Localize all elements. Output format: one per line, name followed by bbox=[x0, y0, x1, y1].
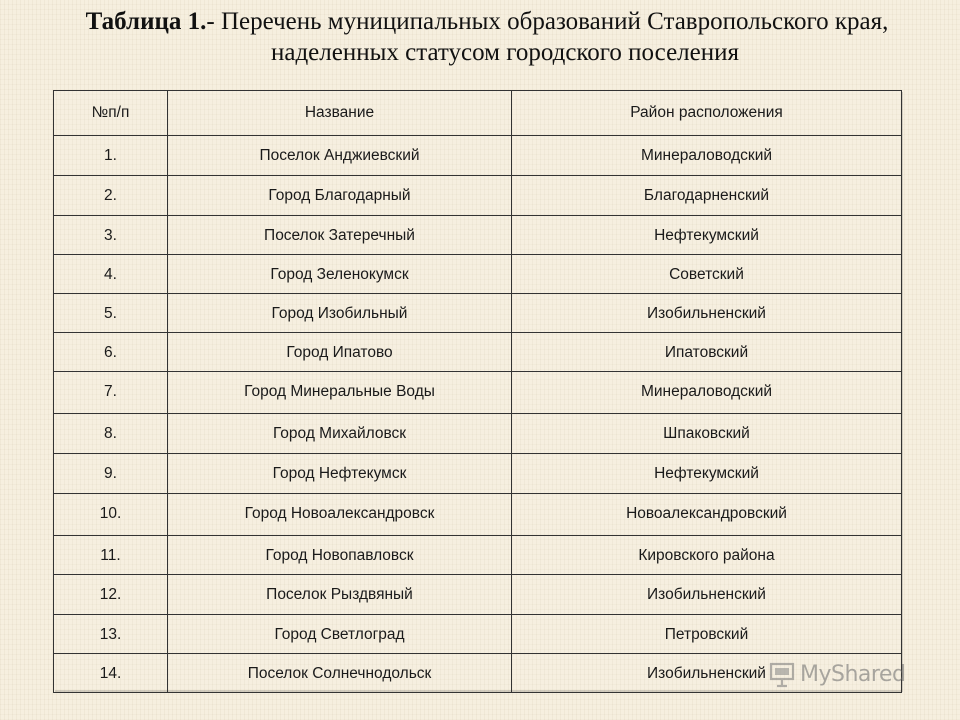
cell-district: Кировского района bbox=[512, 536, 902, 575]
cell-name: Город Новоалександровск bbox=[168, 494, 512, 536]
cell-district: Шпаковский bbox=[512, 414, 902, 454]
cell-number: 7. bbox=[54, 372, 168, 414]
table-row bbox=[54, 454, 902, 494]
table-header-row bbox=[54, 91, 902, 136]
cell-district: Новоалександровский bbox=[512, 494, 902, 536]
header-district: Район расположения bbox=[512, 91, 902, 136]
table-row bbox=[54, 615, 902, 654]
municipalities-table bbox=[53, 90, 902, 693]
cell-name: Город Светлоград bbox=[168, 615, 512, 654]
title-text: - Перечень муниципальных образований Ставропольского края, bbox=[206, 8, 889, 35]
cell-number: 2. bbox=[54, 176, 168, 216]
cell-district: Изобильненский bbox=[512, 575, 902, 615]
presentation-board-icon bbox=[768, 660, 796, 688]
cell-number: 14. bbox=[54, 654, 168, 693]
title-line-2: наделенных статусом городского поселения bbox=[270, 39, 740, 66]
watermark bbox=[768, 656, 938, 692]
cell-name: Город Благодарный bbox=[168, 176, 512, 216]
municipalities-table-container bbox=[53, 90, 901, 690]
cell-district: Нефтекумский bbox=[512, 454, 902, 494]
table-row bbox=[54, 255, 902, 294]
cell-number: 10. bbox=[54, 494, 168, 536]
cell-name: Город Зеленокумск bbox=[168, 255, 512, 294]
table-row bbox=[54, 136, 902, 176]
cell-number: 9. bbox=[54, 454, 168, 494]
cell-name: Поселок Солнечнодольск bbox=[168, 654, 512, 693]
table-row bbox=[54, 372, 902, 414]
cell-number: 4. bbox=[54, 255, 168, 294]
cell-name: Город Михайловск bbox=[168, 414, 512, 454]
cell-number: 13. bbox=[54, 615, 168, 654]
cell-name: Поселок Анджиевский bbox=[168, 136, 512, 176]
cell-district: Благодарненский bbox=[512, 176, 902, 216]
table-row bbox=[54, 494, 902, 536]
cell-name: Поселок Затеречный bbox=[168, 216, 512, 255]
cell-number: 11. bbox=[54, 536, 168, 575]
cell-number: 1. bbox=[54, 136, 168, 176]
cell-name: Город Минеральные Воды bbox=[168, 372, 512, 414]
cell-district: Ипатовский bbox=[512, 333, 902, 372]
cell-district: Минераловодский bbox=[512, 372, 902, 414]
cell-number: 12. bbox=[54, 575, 168, 615]
table-row bbox=[54, 333, 902, 372]
cell-district: Петровский bbox=[512, 615, 902, 654]
cell-district: Советский bbox=[512, 255, 902, 294]
watermark-text: MyShared bbox=[800, 661, 906, 687]
table-row bbox=[54, 414, 902, 454]
table-row bbox=[54, 536, 902, 575]
title-line-1 bbox=[0, 6, 960, 37]
cell-district: Изобильненский bbox=[512, 654, 902, 693]
table-row bbox=[54, 216, 902, 255]
cell-name: Город Ипатово bbox=[168, 333, 512, 372]
cell-name: Город Новопавловск bbox=[168, 536, 512, 575]
page-title bbox=[0, 6, 960, 68]
header-name: Название bbox=[168, 91, 512, 136]
cell-name: Город Нефтекумск bbox=[168, 454, 512, 494]
table-row bbox=[54, 176, 902, 216]
cell-name: Город Изобильный bbox=[168, 294, 512, 333]
cell-name: Поселок Рыздвяный bbox=[168, 575, 512, 615]
header-number: №п/п bbox=[54, 91, 168, 136]
cell-number: 8. bbox=[54, 414, 168, 454]
cell-district: Изобильненский bbox=[512, 294, 902, 333]
table-row bbox=[54, 575, 902, 615]
cell-district: Минераловодский bbox=[512, 136, 902, 176]
cell-district: Нефтекумский bbox=[512, 216, 902, 255]
cell-number: 3. bbox=[54, 216, 168, 255]
table-row bbox=[54, 294, 902, 333]
cell-number: 6. bbox=[54, 333, 168, 372]
table-label: Таблица 1. bbox=[85, 8, 207, 35]
cell-number: 5. bbox=[54, 294, 168, 333]
